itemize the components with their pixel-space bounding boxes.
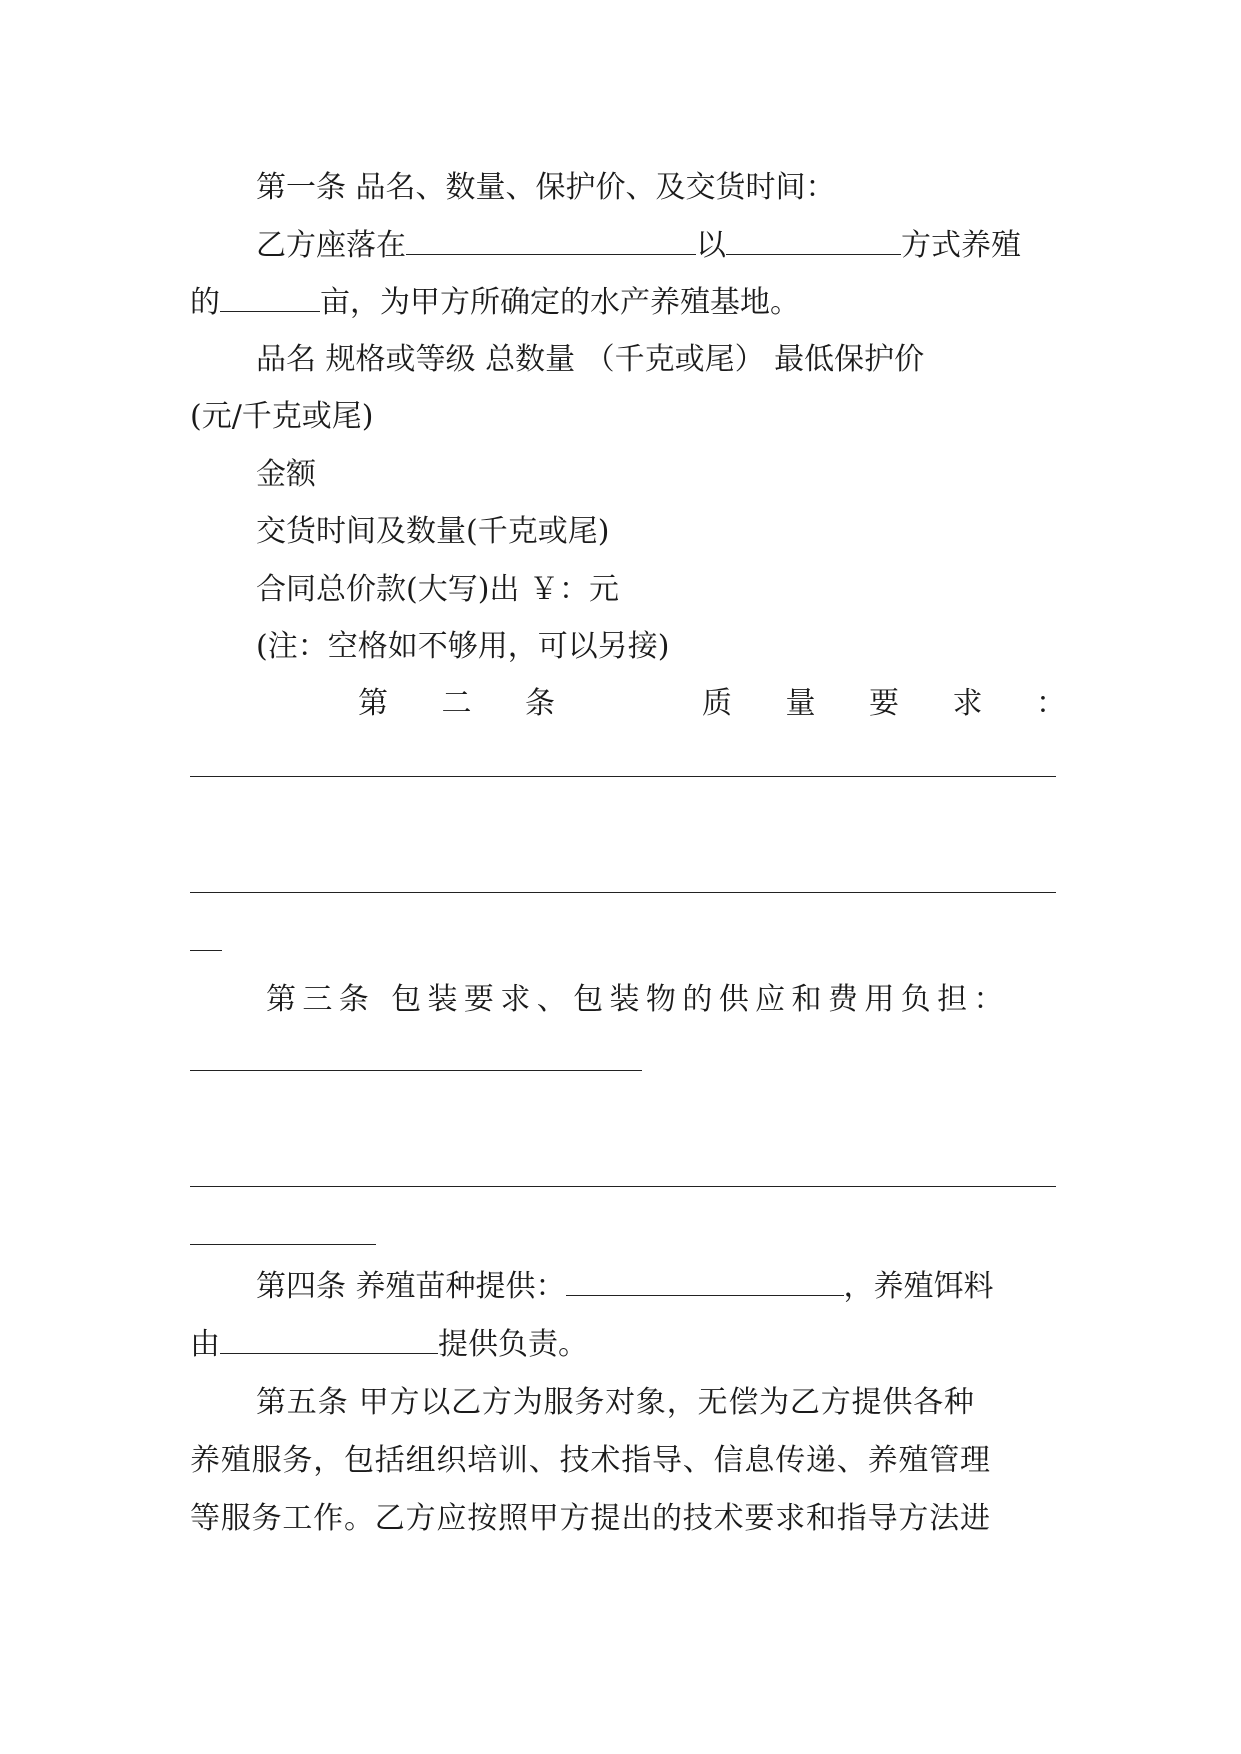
article2-title-char: 要 [869,686,899,721]
packaging-blank-line3 [190,1244,376,1245]
note-text: (注：空格如不够用，可以另接) [256,629,670,664]
article2-title-char: 质 [702,686,732,721]
seed-provider-blank [566,1267,844,1296]
method-blank [726,226,901,255]
article5-line3: 等服务工作。乙方应按照甲方提出的技术要求和指导方法进 [190,1501,991,1536]
article5-line1: 第五条 甲方以乙方为服务对象，无偿为乙方提供各种 [256,1385,975,1420]
table-header-continued: (元/千克或尾) [190,399,374,434]
article1-paragraph-line1 [256,226,1021,266]
article2-title-char: ： [1036,686,1066,721]
amount-label: 金额 [256,457,316,492]
article2-title-gap [609,684,649,724]
area-blank [220,283,320,312]
article4-line1 [256,1267,994,1307]
article2-title [190,684,1066,724]
packaging-blank-line2 [190,1186,1056,1187]
packaging-blank-line1 [190,1070,642,1071]
text-segment: 亩，为甲方所确定的水产养殖基地。 [320,285,800,320]
article1-title: 第一条 品名、数量、保护价、及交货时间： [256,170,836,205]
text-segment: ，养殖饵料 [843,1269,994,1304]
text-segment: 乙方座落在 [256,228,406,263]
article1-paragraph-line2 [190,283,800,323]
article2-title-char: 求 [952,686,983,721]
article4-line2 [190,1325,588,1365]
text-segment: 方式养殖 [901,228,1021,263]
text-segment: 由 [190,1327,220,1362]
quality-blank-line3 [190,950,222,951]
text-segment: 的 [190,285,220,320]
text-segment: 第四条 养殖苗种提供： [256,1269,566,1304]
location-blank [406,226,696,255]
article2-title-char: 第 [358,686,388,721]
article2-title-char: 量 [785,686,816,721]
feed-provider-blank [220,1325,438,1354]
text-segment: 以 [696,228,726,263]
delivery-label: 交货时间及数量(千克或尾) [256,514,610,549]
text-segment: 提供负责。 [438,1327,588,1362]
article5-line2: 养殖服务，包括组织培训、技术指导、信息传递、养殖管理 [190,1443,991,1478]
article2-title-char: 条 [525,686,555,721]
article3-title: 第三条 包装要求、包装物的供应和费用负担： [266,982,1010,1017]
total-price-label: 合同总价款(大写)出 ￥：元 [256,572,619,607]
quality-blank-line2 [190,892,1056,893]
table-header: 品名 规格或等级 总数量 （千克或尾） 最低保护价 [256,342,925,377]
article2-title-char: 二 [441,686,472,721]
quality-blank-line1 [190,776,1056,777]
